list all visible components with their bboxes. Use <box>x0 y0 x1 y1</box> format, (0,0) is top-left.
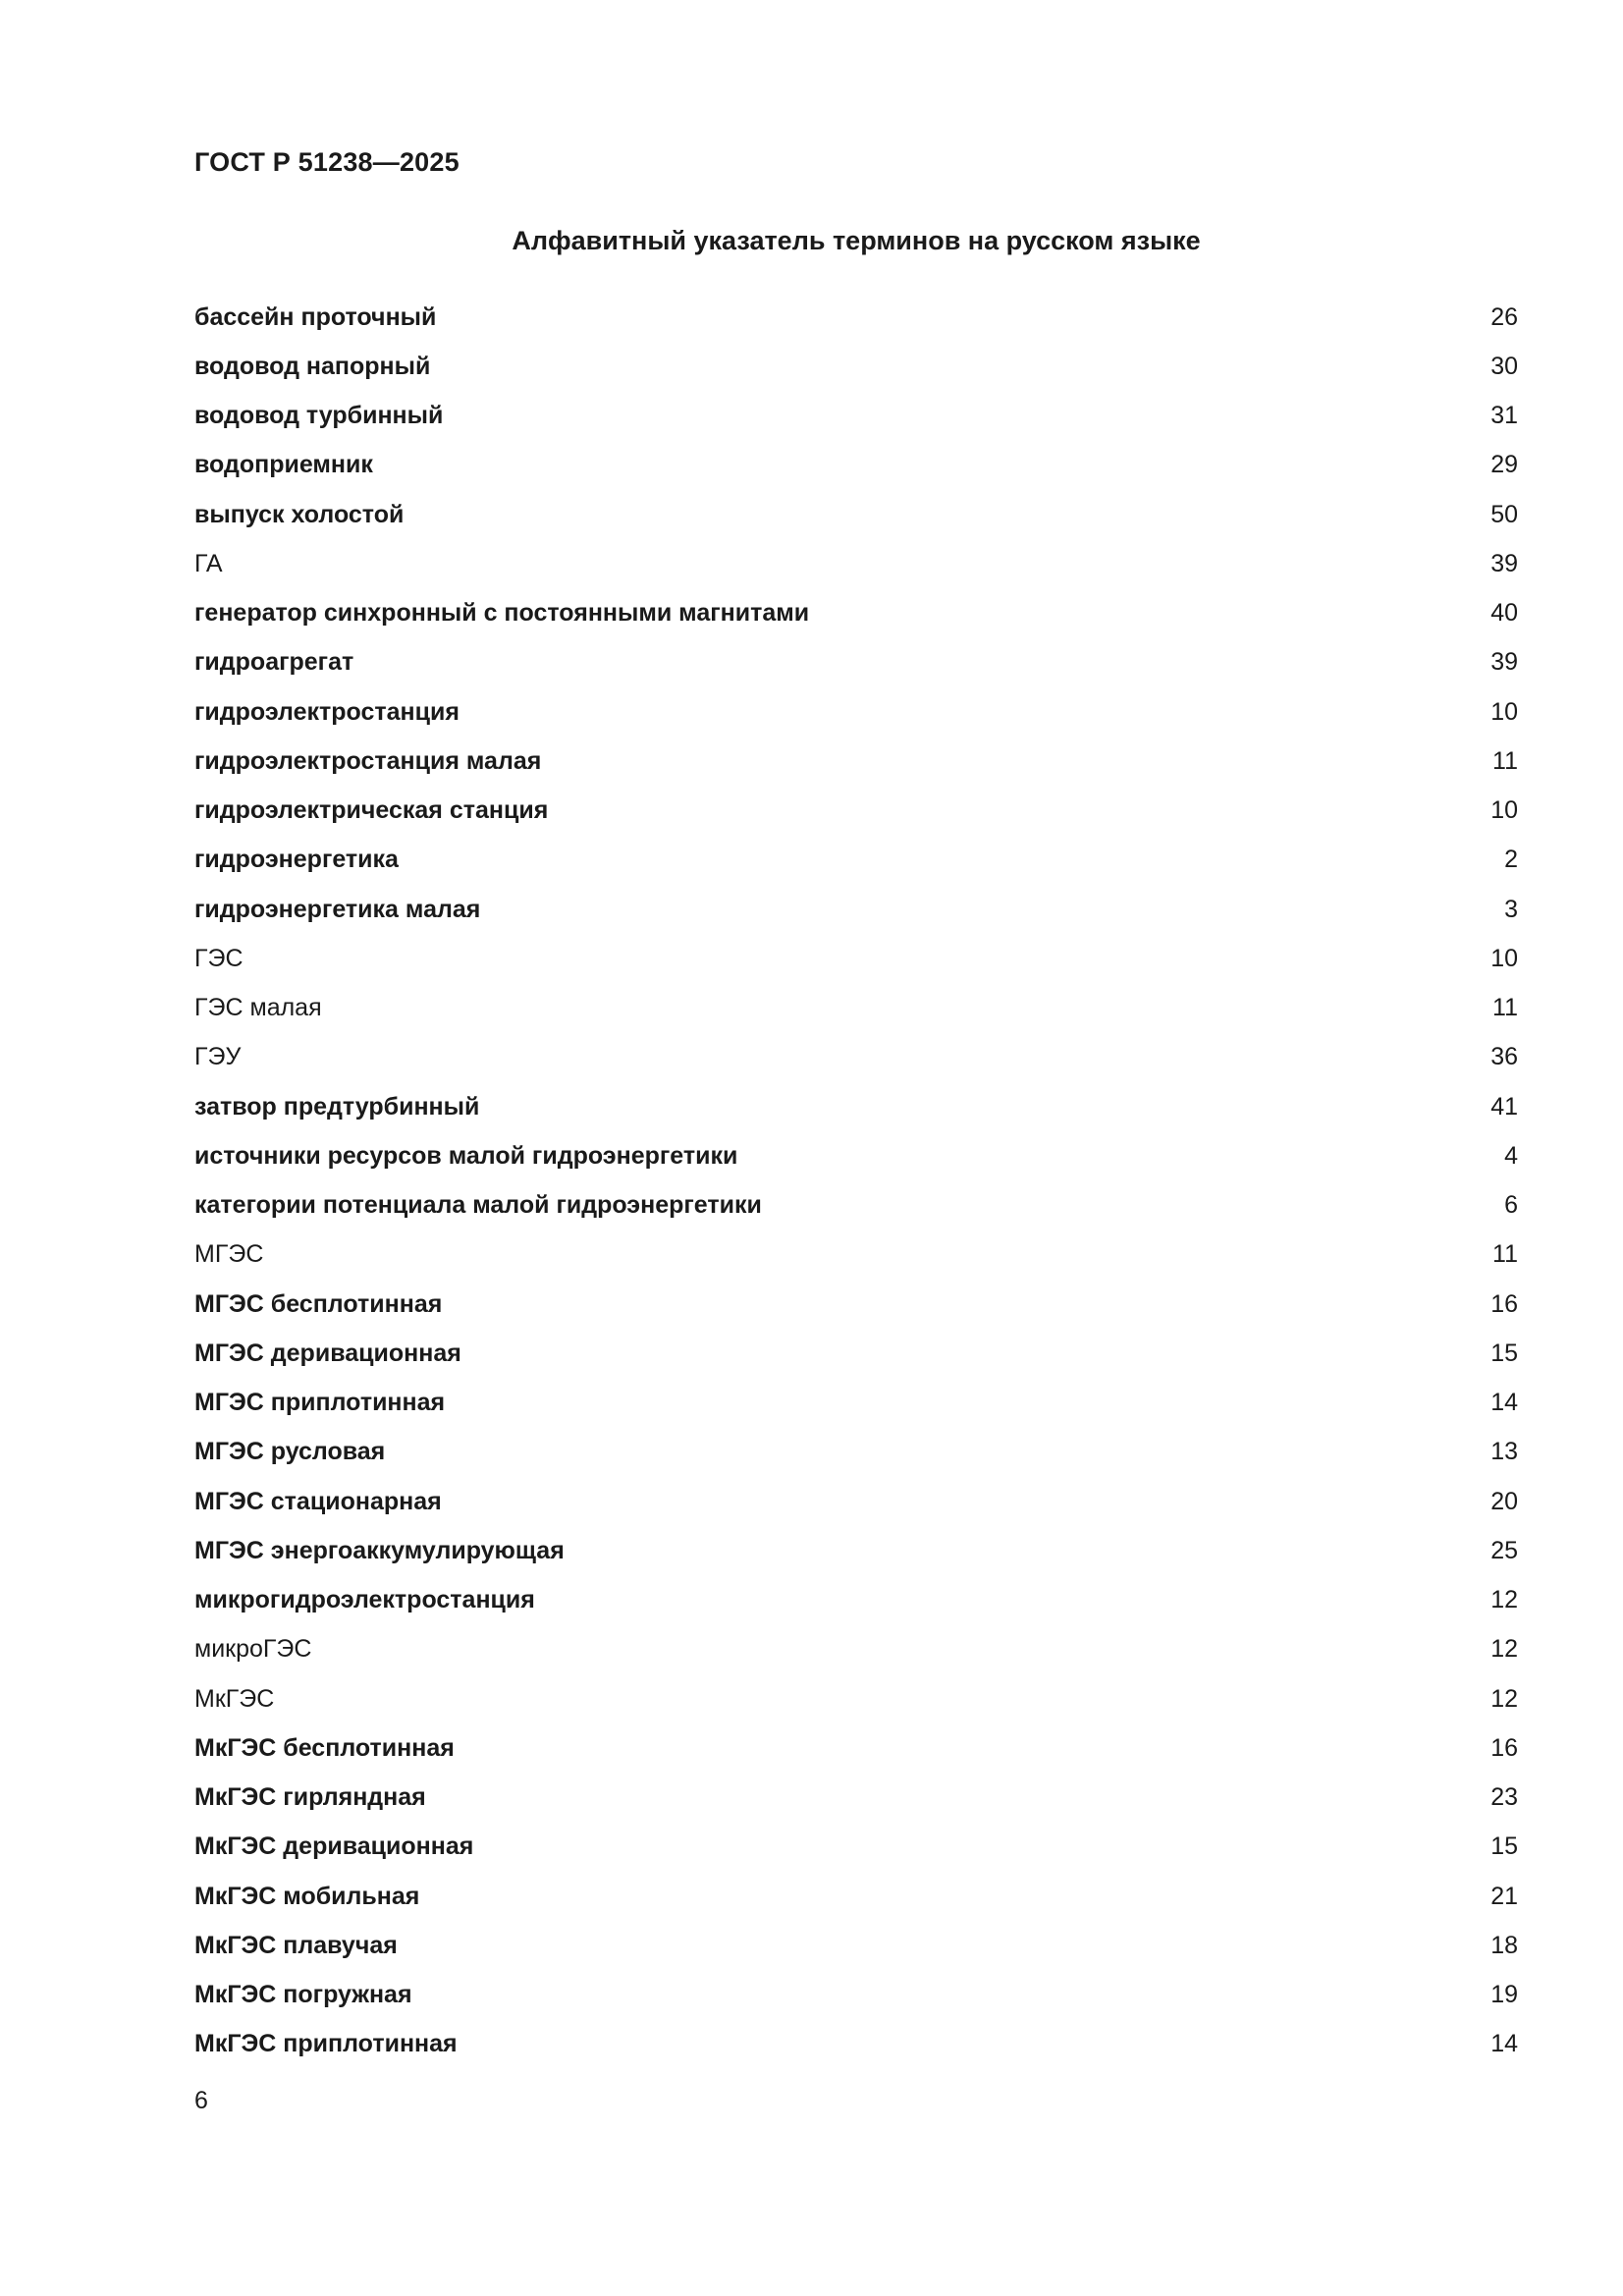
index-page-ref: 20 <box>1490 1487 1518 1515</box>
index-term: МкГЭС мобильная <box>194 1882 420 1910</box>
index-page-ref: 39 <box>1490 549 1518 577</box>
index-term: МГЭС <box>194 1240 264 1269</box>
index-term: бассейн проточный <box>194 302 437 331</box>
index-page-ref: 15 <box>1490 1832 1518 1861</box>
index-entry <box>194 1625 1518 1674</box>
index-page-ref: 10 <box>1490 697 1518 726</box>
index-term: ГА <box>194 549 223 577</box>
index-entry <box>194 984 1518 1033</box>
index-term: МГЭС русловая <box>194 1438 386 1466</box>
index-term: МкГЭС бесплотинная <box>194 1733 455 1762</box>
index-entry <box>194 687 1518 737</box>
index-term: гидроагрегат <box>194 648 354 677</box>
index-page-ref: 50 <box>1490 500 1518 528</box>
index-term: МГЭС приплотинная <box>194 1389 446 1417</box>
index-term: гидроэлектростанция малая <box>194 746 542 775</box>
index-page-ref: 29 <box>1490 451 1518 479</box>
index-term: ГЭС <box>194 944 243 972</box>
index-page-ref: 11 <box>1492 1240 1518 1269</box>
index-page-ref: 10 <box>1490 796 1518 825</box>
index-entry <box>194 1428 1518 1477</box>
index-term: МГЭС деривационная <box>194 1339 461 1367</box>
index-entry <box>194 1477 1518 1526</box>
index-entry <box>194 1280 1518 1329</box>
term-index-list <box>194 293 1518 2069</box>
index-entry <box>194 293 1518 342</box>
index-term: МкГЭС деривационная <box>194 1832 474 1861</box>
index-term: категории потенциала малой гидроэнергетики <box>194 1191 762 1220</box>
index-page-ref: 12 <box>1490 1635 1518 1664</box>
index-entry <box>194 934 1518 983</box>
index-entry <box>194 1723 1518 1773</box>
index-page-ref: 12 <box>1490 1684 1518 1713</box>
index-page-ref: 3 <box>1504 895 1518 923</box>
index-term: МкГЭС приплотинная <box>194 2030 458 2058</box>
index-page-ref: 21 <box>1490 1882 1518 1910</box>
index-entry <box>194 787 1518 836</box>
index-entry <box>194 737 1518 786</box>
index-term: гидроэнергетика малая <box>194 895 481 923</box>
index-term: генератор синхронный с постоянными магнитами <box>194 599 810 628</box>
document-header: ГОСТ Р 51238—2025 <box>194 147 460 177</box>
index-entry <box>194 1774 1518 1823</box>
index-term: гидроэлектростанция <box>194 697 460 726</box>
index-entry <box>194 1230 1518 1280</box>
index-entry <box>194 1181 1518 1230</box>
index-page-ref: 41 <box>1490 1092 1518 1121</box>
index-term: затвор предтурбинный <box>194 1092 480 1121</box>
index-title: Алфавитный указатель терминов на русском языке <box>512 226 1201 255</box>
index-term: МкГЭС <box>194 1684 275 1713</box>
index-term: источники ресурсов малой гидроэнергетики <box>194 1141 738 1170</box>
index-entry <box>194 441 1518 490</box>
index-page-ref: 39 <box>1490 648 1518 677</box>
index-entry <box>194 1576 1518 1625</box>
index-entry <box>194 836 1518 885</box>
index-page-ref: 26 <box>1490 302 1518 331</box>
index-entry <box>194 342 1518 391</box>
index-entry <box>194 1131 1518 1180</box>
index-page-ref: 12 <box>1490 1586 1518 1614</box>
index-term: гидроэлектрическая станция <box>194 796 549 825</box>
index-entry <box>194 490 1518 539</box>
index-page-ref: 18 <box>1490 1931 1518 1959</box>
index-page-ref: 36 <box>1490 1043 1518 1071</box>
index-page-ref: 11 <box>1492 746 1518 775</box>
index-page-ref: 15 <box>1490 1339 1518 1367</box>
index-entry <box>194 1823 1518 1872</box>
index-page-ref: 13 <box>1490 1438 1518 1466</box>
index-term: ГЭУ <box>194 1043 242 1071</box>
index-entry <box>194 1033 1518 1082</box>
index-term: водоприемник <box>194 451 373 479</box>
index-page-ref: 40 <box>1490 599 1518 628</box>
index-page-ref: 11 <box>1492 994 1518 1022</box>
index-page-ref: 16 <box>1490 1733 1518 1762</box>
index-page-ref: 30 <box>1490 352 1518 380</box>
index-entry <box>194 1379 1518 1428</box>
index-entry <box>194 589 1518 638</box>
index-page-ref: 16 <box>1490 1289 1518 1318</box>
index-page-ref: 10 <box>1490 944 1518 972</box>
index-entry <box>194 1971 1518 2020</box>
index-term: МкГЭС погружная <box>194 1981 412 2009</box>
index-entry <box>194 1921 1518 1970</box>
index-term: МкГЭС плавучая <box>194 1931 398 1959</box>
index-entry <box>194 1872 1518 1921</box>
index-page-ref: 2 <box>1504 846 1518 874</box>
index-page-ref: 31 <box>1490 402 1518 430</box>
index-term: МГЭС бесплотинная <box>194 1289 443 1318</box>
index-entry <box>194 1526 1518 1575</box>
index-term: МГЭС стационарная <box>194 1487 442 1515</box>
index-entry <box>194 1329 1518 1378</box>
index-entry <box>194 392 1518 441</box>
index-page-ref: 25 <box>1490 1536 1518 1564</box>
index-entry <box>194 1674 1518 1723</box>
index-term: водовод турбинный <box>194 402 444 430</box>
index-term: гидроэнергетика <box>194 846 399 874</box>
index-page-ref: 6 <box>1504 1191 1518 1220</box>
index-page-ref: 23 <box>1490 1783 1518 1812</box>
index-entry <box>194 2020 1518 2069</box>
index-page-ref: 4 <box>1504 1141 1518 1170</box>
index-page-ref: 19 <box>1490 1981 1518 2009</box>
index-entry <box>194 638 1518 687</box>
index-term: водовод напорный <box>194 352 431 380</box>
index-page-ref: 14 <box>1490 2030 1518 2058</box>
index-term: выпуск холостой <box>194 500 405 528</box>
page-number: 6 <box>194 2087 208 2114</box>
index-entry <box>194 885 1518 934</box>
index-term: МкГЭС гирляндная <box>194 1783 426 1812</box>
index-entry <box>194 539 1518 588</box>
index-page-ref: 14 <box>1490 1389 1518 1417</box>
index-term: микрогидроэлектростанция <box>194 1586 535 1614</box>
index-term: ГЭС малая <box>194 994 322 1022</box>
index-entry <box>194 1082 1518 1131</box>
index-term: микроГЭС <box>194 1635 312 1664</box>
index-term: МГЭС энергоаккумулирующая <box>194 1536 565 1564</box>
